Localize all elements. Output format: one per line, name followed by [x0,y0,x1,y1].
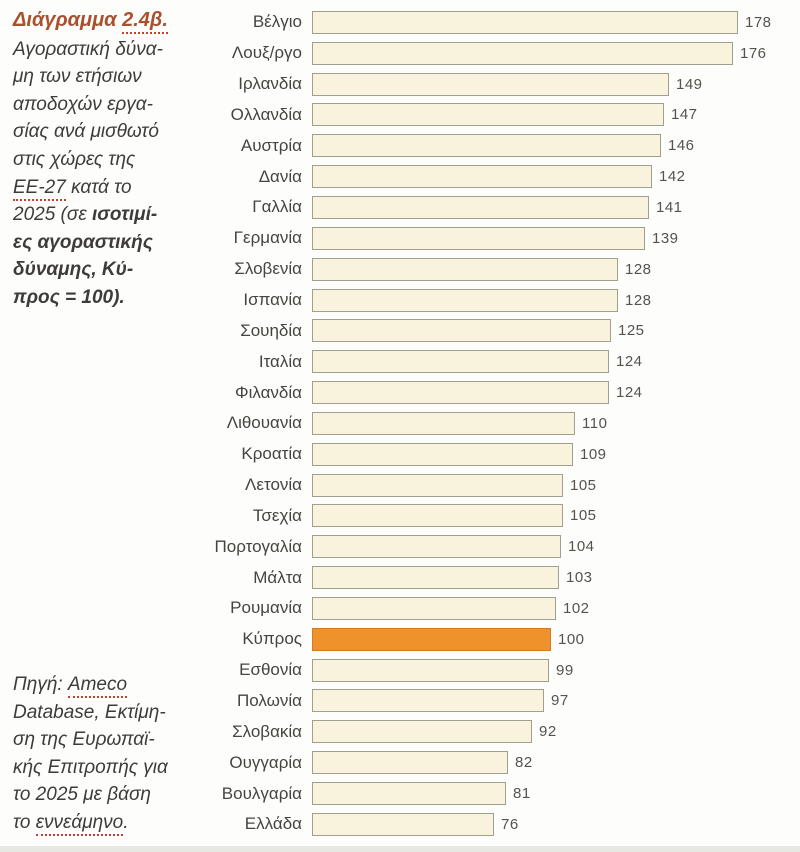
bar [312,689,544,712]
chart-row [195,223,800,254]
country-label: Ιρλανδία [238,74,302,94]
value-label: 141 [656,198,683,216]
country-label: Μάλτα [253,567,302,587]
text-segment: ισοτιμί- [91,204,158,226]
bar-track [312,720,800,743]
bar [312,443,573,466]
text-segment: Διάγραμμα [13,9,123,31]
figure-caption [13,7,198,312]
bar-track [312,134,800,157]
chart-row [195,69,800,100]
value-label: 178 [745,13,772,31]
value-label: 103 [566,569,593,587]
bar [312,659,549,682]
bar-track [312,474,800,497]
bar-track [312,628,800,651]
value-label: 92 [539,723,557,741]
chart-row [195,7,800,38]
text-segment: κατά το [65,176,132,198]
text-segment: σίας ανά μισθωτό [13,121,159,143]
bar-track [312,165,800,188]
bar-track [312,73,800,96]
bar-highlighted [312,628,551,651]
bar [312,381,609,404]
country-label: Δανία [258,166,302,186]
country-label: Κροατία [241,444,302,464]
chart-row [195,254,800,285]
chart-row [195,593,800,624]
chart-row [195,408,800,439]
bar-track [312,813,800,836]
country-label: Βουλγαρία [221,783,302,803]
country-label: Λιθουανία [226,413,302,433]
value-label: 147 [671,106,698,124]
value-label: 105 [570,507,597,525]
chart-row [195,285,800,316]
bar-track [312,751,800,774]
value-label: 124 [616,353,643,371]
value-label: 128 [625,260,652,278]
chart-row [195,100,800,131]
bar [312,73,669,96]
bar-track [312,689,800,712]
text-segment: δύναμης, Κύ- [13,259,134,281]
caption-body [13,36,198,312]
bar [312,165,652,188]
bar [312,751,508,774]
country-label: Βέλγιο [252,12,302,32]
text-segment: κής Επιτροπής για [13,756,168,778]
text-segment: μη των ετήσιων [13,66,142,88]
bar-track [312,289,800,312]
value-label: 149 [676,75,703,93]
country-label: Γαλλία [252,197,302,217]
text-segment: αποδοχών εργα- [13,93,153,115]
bar [312,42,733,65]
country-label: Σουηδία [240,320,302,340]
value-label: 105 [570,476,597,494]
value-label: 82 [515,754,533,772]
value-label: 176 [740,44,767,62]
text-segment: Αγοραστική δύνα- [13,38,163,60]
bar-track [312,103,800,126]
chart-row [195,315,800,346]
chart-row [195,531,800,562]
bar-track [312,443,800,466]
page-edge-band [0,846,800,852]
country-label: Ιταλία [258,351,302,371]
bar-chart [195,7,800,840]
bar [312,720,532,743]
bar-track [312,11,800,34]
bar-track [312,412,800,435]
country-label: Ισπανία [243,290,302,310]
text-segment: ΕΕ-27 [13,177,66,201]
country-label: Λετονία [245,475,302,495]
chart-row [195,747,800,778]
country-label: Κύπρος [242,629,302,649]
bar-track [312,659,800,682]
value-label: 110 [582,414,608,432]
chart-row [195,470,800,501]
bar [312,258,618,281]
text-segment: 2.4β. [122,9,168,34]
value-label: 76 [501,815,519,833]
country-label: Φιλανδία [235,382,302,402]
bar [312,535,561,558]
text-segment: 2025 (σε [13,204,92,226]
chart-row [195,809,800,840]
chart-row [195,130,800,161]
text-segment: Ameco [68,674,127,698]
bar-track [312,381,800,404]
chart-row [195,778,800,809]
chart-row [195,655,800,686]
text-segment: Database, Εκτίμη- [13,701,166,723]
chart-row [195,346,800,377]
bar [312,566,559,589]
chart-row [195,38,800,69]
bar [312,504,563,527]
bar [312,319,611,342]
text-segment: ση της Ευρωπαϊ- [13,729,155,751]
bar-track [312,42,800,65]
chart-row [195,192,800,223]
value-label: 109 [580,445,607,463]
country-label: Ρουμανία [230,598,302,618]
value-label: 100 [558,630,585,648]
bar-track [312,319,800,342]
chart-row [195,439,800,470]
bar [312,350,609,373]
country-label: Πορτογαλία [214,536,302,556]
country-label: Πολωνία [236,690,302,710]
bar-track [312,504,800,527]
chart-row [195,377,800,408]
bar-track [312,258,800,281]
text-segment: ες αγοραστικής [13,231,153,253]
bar [312,103,664,126]
bar [312,134,661,157]
text-segment: Πηγή: [13,674,68,695]
chart-row [195,501,800,532]
country-label: Εσθονία [239,660,302,680]
text-segment: το 2025 με βάση [13,784,151,806]
country-label: Τσεχία [252,505,302,525]
bar [312,412,575,435]
value-label: 142 [659,168,686,186]
value-label: 124 [616,384,643,402]
chart-row [195,562,800,593]
country-label: Γερμανία [233,228,302,248]
bar-track [312,350,800,373]
text-segment: το [13,811,36,833]
value-label: 97 [551,692,569,710]
chart-row [195,686,800,717]
text-segment: στις χώρες της [13,148,136,170]
value-label: 139 [652,229,679,247]
country-label: Σλοβακία [232,721,302,741]
bar-track [312,566,800,589]
country-label: Λουξ/ργο [231,43,302,63]
country-label: Ελλάδα [244,814,302,834]
bar [312,11,738,34]
value-label: 128 [625,291,652,309]
chart-row [195,716,800,747]
bar [312,474,563,497]
bar-track [312,535,800,558]
value-label: 81 [513,785,531,803]
value-label: 102 [563,599,590,617]
value-label: 99 [556,661,574,679]
bar [312,782,506,805]
country-label: Ουγγαρία [229,752,302,772]
chart-row [195,624,800,655]
bar-track [312,196,800,219]
value-label: 146 [668,137,695,155]
caption-title [13,7,198,35]
bar [312,227,645,250]
bar [312,196,649,219]
text-segment: . [123,811,129,833]
bar-track [312,597,800,620]
bar [312,289,618,312]
bar-track [312,782,800,805]
country-label: Σλοβενία [234,259,302,279]
value-label: 125 [618,322,645,340]
bar [312,813,494,836]
bar [312,597,556,620]
chart-row [195,161,800,192]
bar-track [312,227,800,250]
country-label: Αυστρία [240,135,302,155]
text-segment: προς = 100). [13,286,125,308]
country-label: Ολλανδία [230,104,302,124]
value-label: 104 [568,538,595,556]
text-segment: εννεάμηνο [36,812,124,836]
source-note [13,671,198,837]
